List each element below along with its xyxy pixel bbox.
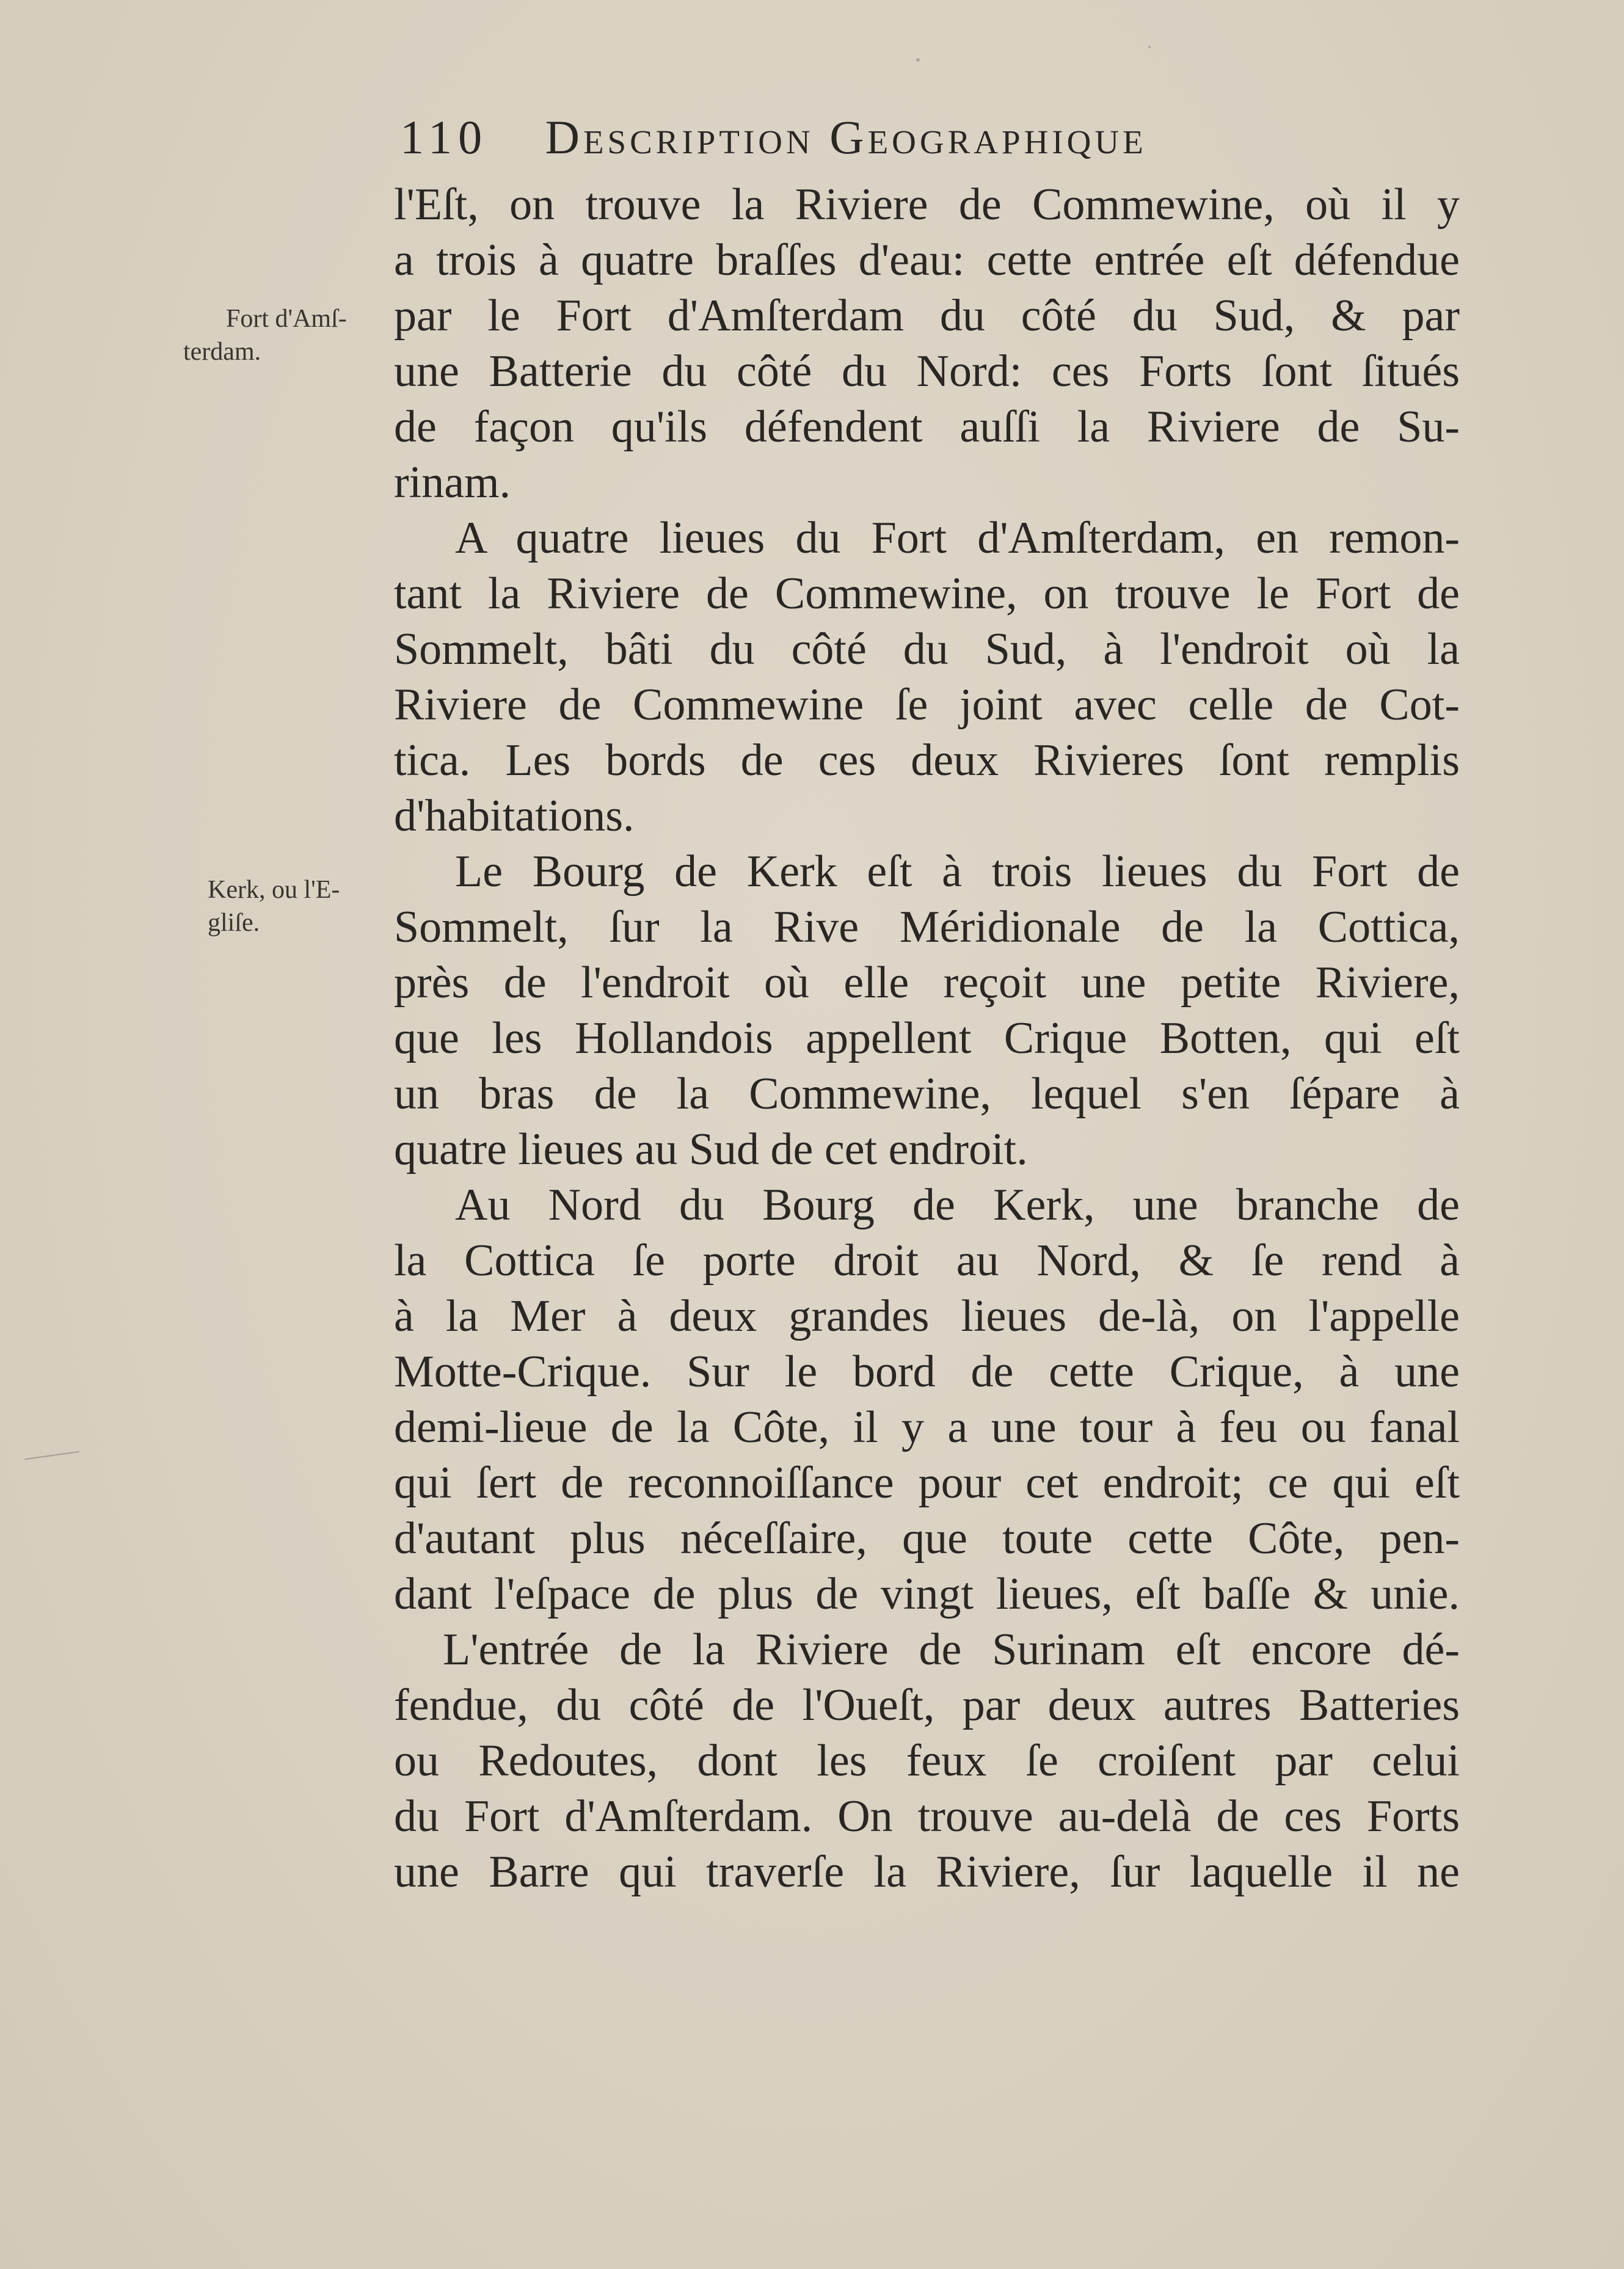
text-line: fendue, du côté de l'Oueſt, par deux autres Batteries — [394, 1680, 1460, 1730]
margin-note-line: Kerk, ou l'E- — [208, 876, 340, 904]
text-line: quatre lieues au Sud de cet endroit. — [394, 1124, 1028, 1175]
margin-note-line: terdam. — [183, 338, 261, 366]
margin-note-kerk — [208, 873, 391, 939]
text-line: une Batterie du côté du Nord: ces Forts ſont ſitués — [394, 346, 1460, 396]
margin-note-fort-amsterdam — [183, 302, 373, 368]
text-line: près de l'endroit où elle reçoit une petite Riviere, — [394, 958, 1460, 1008]
text-line: a trois à quatre braſſes d'eau: cette entrée eſt défendue — [394, 235, 1460, 285]
text-line: A quatre lieues du Fort d'Amſterdam, en remon- — [455, 513, 1460, 563]
text-line: Motte-Crique. Sur le bord de cette Crique, à une — [394, 1347, 1460, 1397]
text-line: que les Hollandois appellent Crique Botten, qui eſt — [394, 1013, 1460, 1063]
paper-crease — [24, 1451, 79, 1460]
paper-speck — [916, 58, 920, 62]
text-line: du Fort d'Amſterdam. On trouve au-delà de ces Forts — [394, 1791, 1460, 1841]
text-line: tica. Les bords de ces deux Rivieres ſont remplis — [394, 735, 1460, 785]
text-line: par le Fort d'Amſterdam du côté du Sud, & par — [394, 291, 1460, 341]
paper-speck — [1148, 46, 1151, 48]
text-line: une Barre qui traverſe la Riviere, ſur laquelle il ne — [394, 1847, 1460, 1897]
text-line: l'Eſt, on trouve la Riviere de Commewine, où il y — [394, 180, 1460, 230]
running-head — [400, 104, 1463, 171]
text-line: Le Bourg de Kerk eſt à trois lieues du Fort de — [455, 847, 1460, 897]
body-text — [394, 177, 1460, 1900]
text-line: qui ſert de reconnoiſſance pour cet endroit; ce qui eſt — [394, 1458, 1460, 1508]
text-line: la Cottica ſe porte droit au Nord, & ſe rend à — [394, 1236, 1460, 1286]
text-line: d'habitations. — [394, 791, 635, 841]
text-line: à la Mer à deux grandes lieues de-là, on l'appelle — [394, 1291, 1460, 1341]
text-line: demi-lieue de la Côte, il y a une tour à feu ou fanal — [394, 1402, 1460, 1452]
margin-note-line: Fort d'Amſ- — [226, 305, 347, 333]
running-title: Description Geographique — [545, 111, 1147, 164]
text-line: un bras de la Commewine, lequel s'en ſépare à — [394, 1069, 1460, 1119]
text-line: ou Redoutes, dont les feux ſe croiſent par celui — [394, 1736, 1460, 1786]
margin-note-line: gliſe. — [208, 909, 260, 937]
page-number: 110 — [400, 111, 489, 164]
text-line: tant la Riviere de Commewine, on trouve le Fort de — [394, 569, 1460, 619]
text-line: Au Nord du Bourg de Kerk, une branche de — [455, 1180, 1460, 1230]
text-line: de façon qu'ils défendent auſſi la Riviere de Su- — [394, 402, 1460, 452]
text-line: Sommelt, ſur la Rive Méridionale de la Cottica, — [394, 902, 1460, 952]
text-line: Sommelt, bâti du côté du Sud, à l'endroit où la — [394, 624, 1460, 674]
text-line: rinam. — [394, 457, 511, 508]
text-line: Riviere de Commewine ſe joint avec celle de Cot- — [394, 680, 1460, 730]
text-line: d'autant plus néceſſaire, que toute cette Côte, pen- — [394, 1513, 1460, 1564]
text-line: L'entrée de la Riviere de Surinam eſt encore dé- — [443, 1625, 1460, 1675]
text-line: dant l'eſpace de plus de vingt lieues, eſt baſſe & unie. — [394, 1569, 1460, 1619]
